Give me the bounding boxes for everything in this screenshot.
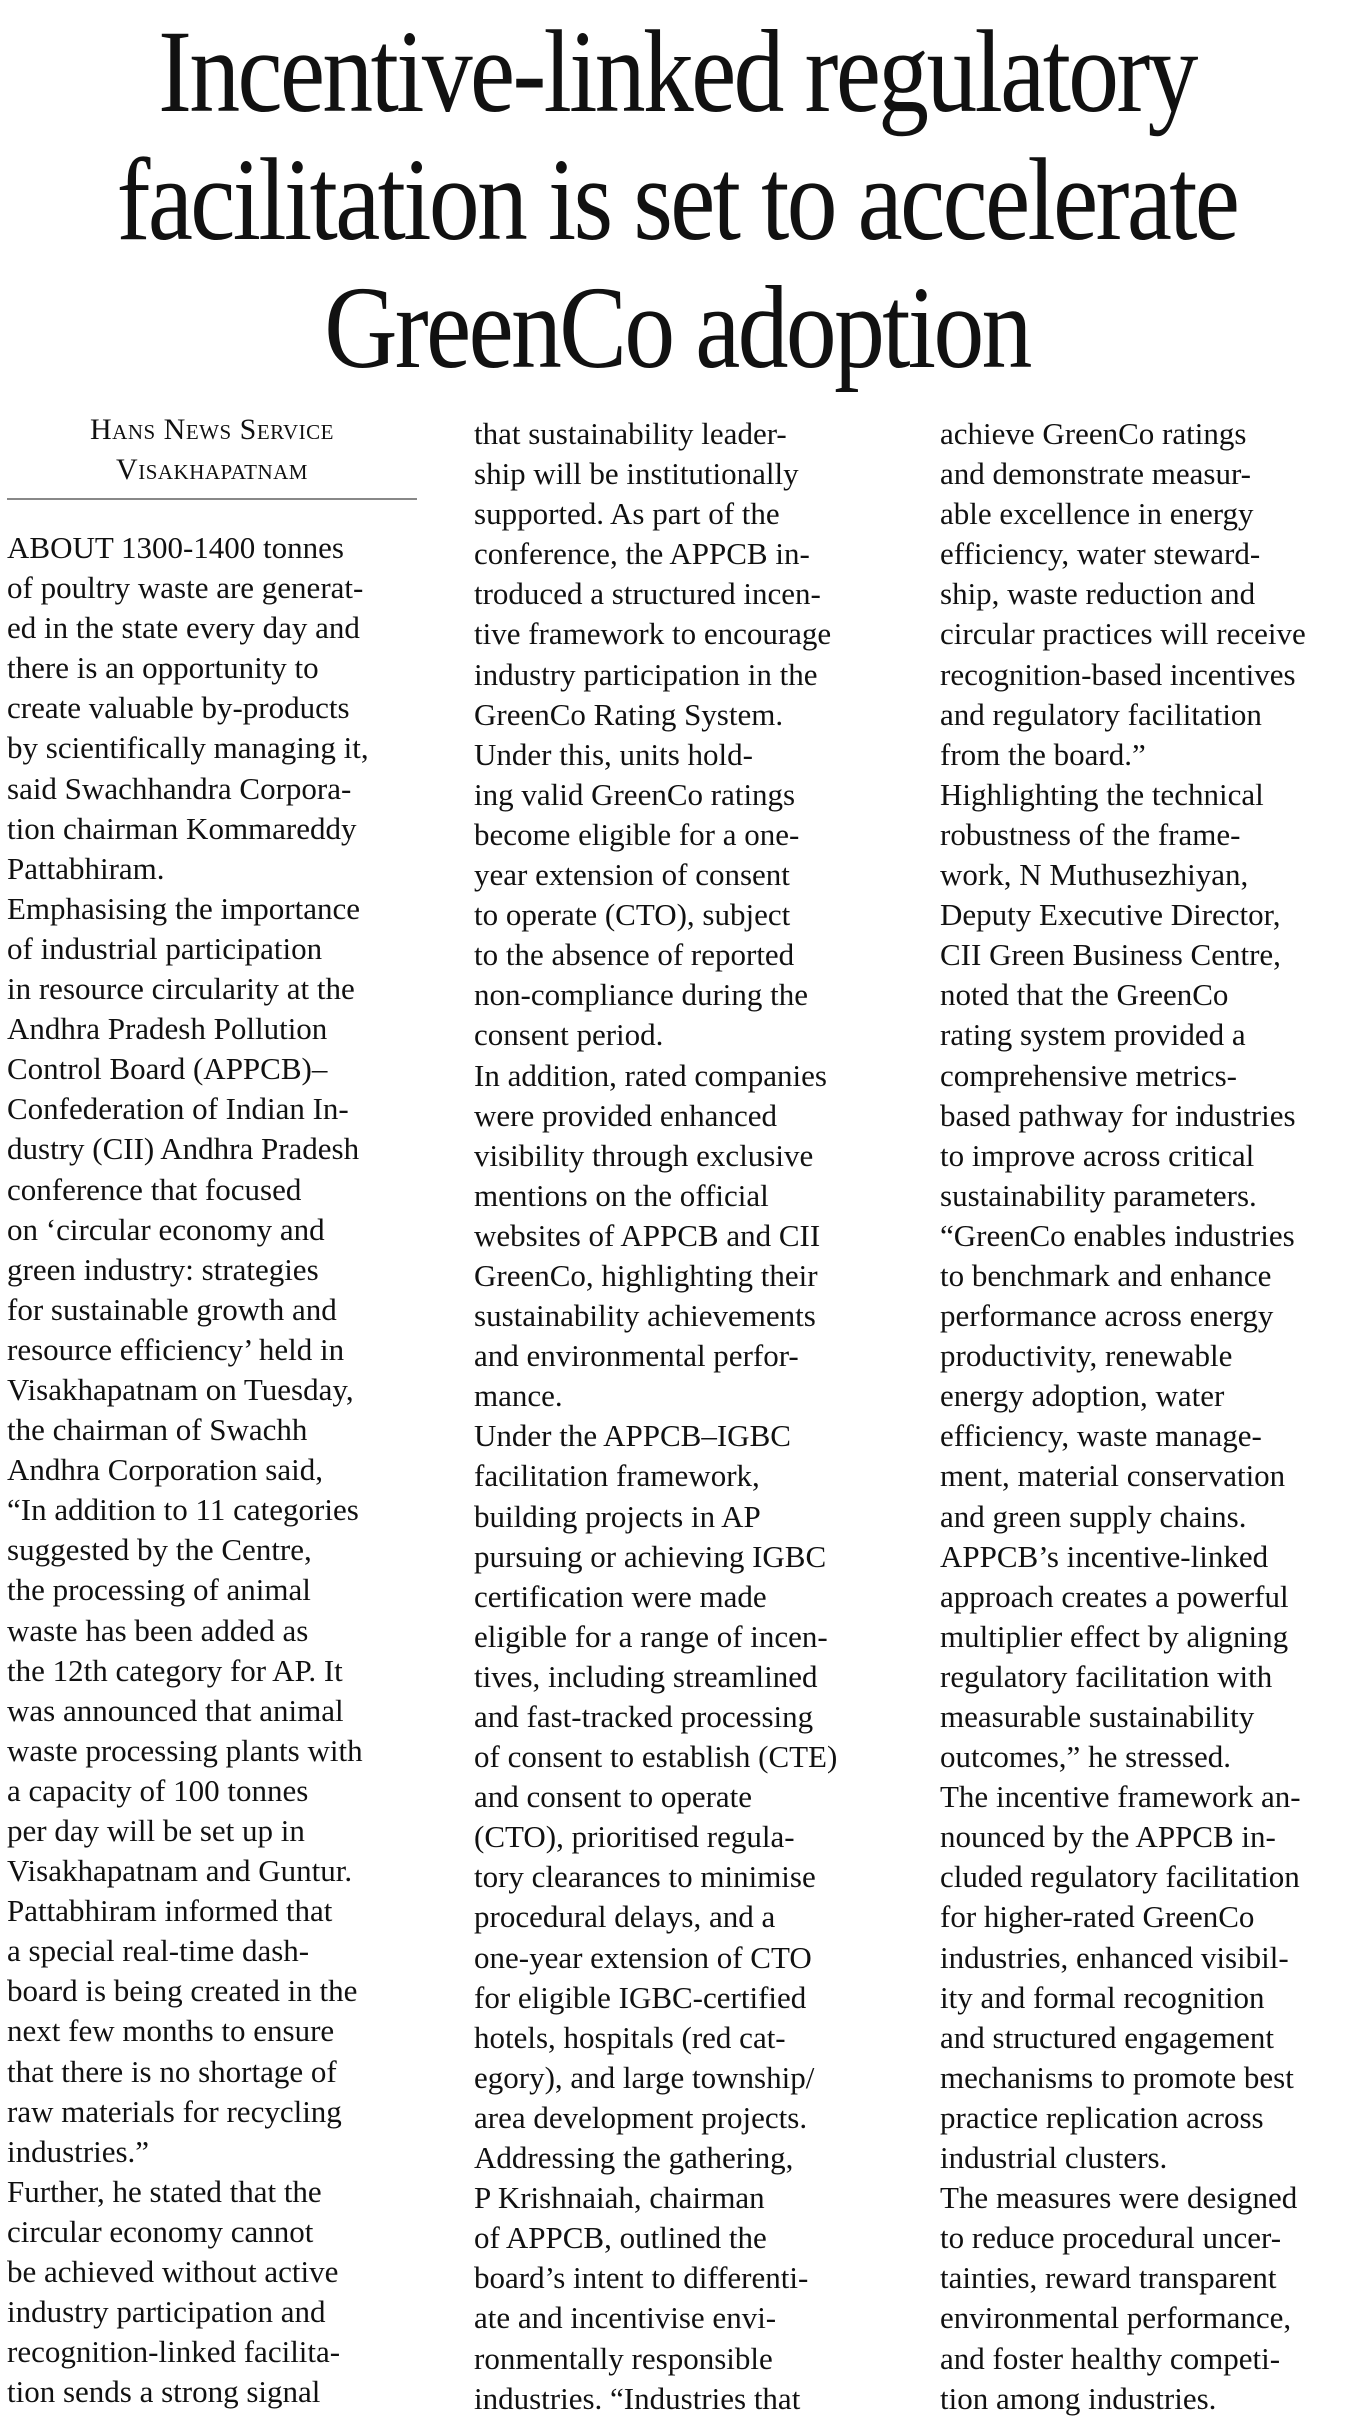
- text-line: the chairman of Swachh: [7, 1412, 308, 1448]
- byline-divider: [7, 498, 417, 500]
- text-line: by scientifically managing it,: [7, 730, 369, 766]
- text-line: Andhra Corporation said,: [7, 1452, 323, 1488]
- text-line: was announced that animal: [7, 1692, 344, 1728]
- text-line: and regulatory facilitation: [940, 696, 1262, 732]
- text-line: efficiency, waste manage-: [940, 1418, 1262, 1454]
- text-line: board’s intent to differenti-: [474, 2260, 809, 2296]
- text-line: ship, waste reduction and: [940, 576, 1256, 612]
- text-line: to reduce procedural uncer-: [940, 2220, 1282, 2256]
- text-line: ABOUT 1300-1400 tonnes: [7, 530, 344, 565]
- text-line: efficiency, water steward-: [940, 536, 1261, 572]
- text-line: outcomes,” he stressed.: [940, 1739, 1231, 1775]
- text-line: a capacity of 100 tonnes: [7, 1772, 309, 1808]
- text-line: for sustainable growth and: [7, 1291, 337, 1327]
- text-line: to benchmark and enhance: [940, 1257, 1272, 1293]
- text-line: recognition-based incentives: [940, 656, 1296, 692]
- text-line: Visakhapatnam on Tuesday,: [7, 1371, 354, 1407]
- text-line: productivity, renewable: [940, 1338, 1233, 1374]
- text-line: measurable sustainability: [940, 1699, 1255, 1734]
- text-line: Under this, units hold-: [474, 736, 753, 772]
- text-line: tainties, reward transparent: [940, 2260, 1277, 2296]
- text-line: The incentive framework an-: [940, 1779, 1301, 1815]
- text-line: waste has been added as: [7, 1612, 309, 1648]
- byline-agency: Hans News Service: [90, 413, 334, 446]
- text-line: ed in the state every day and: [7, 610, 360, 646]
- byline: [7, 410, 417, 490]
- text-line: conference, the APPCB in-: [474, 536, 810, 572]
- text-line: Confederation of Indian In-: [7, 1091, 349, 1127]
- text-line: next few months to ensure: [7, 2013, 335, 2049]
- text-line: industries, enhanced visibil-: [940, 1939, 1289, 1975]
- text-line: practice replication across: [940, 2099, 1264, 2135]
- text-line: there is an opportunity to: [7, 650, 319, 686]
- column-text: [474, 414, 884, 2419]
- byline-location: Visakhapatnam: [116, 453, 308, 486]
- text-line: of industrial participation: [7, 930, 323, 966]
- text-line: sustainability parameters.: [940, 1177, 1257, 1213]
- text-line: that there is no shortage of: [7, 2053, 337, 2089]
- text-line: Andhra Pradesh Pollution: [7, 1011, 328, 1047]
- text-line: for higher-rated GreenCo: [940, 1899, 1255, 1935]
- text-line: ment, material conservation: [940, 1458, 1286, 1494]
- text-line: Emphasising the importance: [7, 890, 360, 926]
- text-line: in resource circularity at the: [7, 971, 355, 1007]
- text-line: websites of APPCB and CII: [474, 1217, 821, 1253]
- text-line: said Swachhandra Corpora-: [7, 770, 352, 806]
- text-line: tive framework to encourage: [474, 616, 832, 652]
- text-line: mance.: [474, 1378, 563, 1414]
- text-line: industry participation and: [7, 2294, 326, 2330]
- text-line: circular practices will receive: [940, 616, 1306, 652]
- text-line: consent period.: [474, 1017, 664, 1053]
- text-line: for eligible IGBC-certified: [474, 1979, 807, 2015]
- article-column-3: [940, 414, 1354, 2419]
- text-line: supported. As part of the: [474, 496, 780, 532]
- text-line: cluded regulatory facilitation: [940, 1859, 1300, 1895]
- text-line: able excellence in energy: [940, 496, 1254, 532]
- text-line: and structured engagement: [940, 2019, 1274, 2055]
- text-line: board is being created in the: [7, 1973, 358, 2009]
- text-line: to operate (CTO), subject: [474, 897, 791, 933]
- text-line: Visakhapatnam and Guntur.: [7, 1853, 353, 1889]
- text-line: and green supply chains.: [940, 1498, 1247, 1534]
- text-line: conference that focused: [7, 1171, 302, 1207]
- text-line: Pattabhiram.: [7, 850, 165, 886]
- headline-line: Incentive-linked regulatory: [158, 6, 1196, 137]
- text-line: were provided enhanced: [474, 1097, 777, 1133]
- text-line: Pattabhiram informed that: [7, 1893, 333, 1929]
- text-line: and consent to operate: [474, 1779, 753, 1815]
- text-line: noted that the GreenCo: [940, 977, 1229, 1013]
- text-line: ronmentally responsible: [474, 2340, 773, 2376]
- text-line: procedural delays, and a: [474, 1899, 776, 1935]
- text-line: ship will be institutionally: [474, 456, 799, 492]
- text-line: waste processing plants with: [7, 1732, 363, 1768]
- text-line: comprehensive metrics-: [940, 1057, 1237, 1093]
- text-line: building projects in AP: [474, 1498, 761, 1534]
- text-line: circular economy cannot: [7, 2213, 314, 2249]
- text-line: to improve across critical: [940, 1137, 1255, 1173]
- text-line: dustry (CII) Andhra Pradesh: [7, 1131, 360, 1167]
- text-line: visibility through exclusive: [474, 1137, 814, 1173]
- text-line: ing valid GreenCo ratings: [474, 776, 796, 812]
- text-line: of APPCB, outlined the: [474, 2220, 767, 2256]
- text-line: be achieved without active: [7, 2254, 339, 2290]
- text-line: (CTO), prioritised regula-: [474, 1819, 795, 1855]
- text-line: regulatory facilitation with: [940, 1658, 1273, 1694]
- text-line: tion sends a strong signal: [7, 2374, 321, 2410]
- text-line: sustainability achievements: [474, 1298, 816, 1334]
- text-line: mechanisms to promote best: [940, 2059, 1294, 2095]
- text-line: and fast-tracked processing: [474, 1699, 814, 1734]
- text-line: pursuing or achieving IGBC: [474, 1538, 827, 1574]
- text-line: industries. “Industries that: [474, 2380, 801, 2416]
- text-line: robustness of the frame-: [940, 816, 1241, 852]
- text-line: certification were made: [474, 1578, 767, 1614]
- text-line: industries.”: [7, 2133, 150, 2169]
- text-line: area development projects.: [474, 2099, 808, 2135]
- text-line: that sustainability leader-: [474, 416, 787, 451]
- text-line: non-compliance during the: [474, 977, 809, 1013]
- text-line: egory), and large township/: [474, 2059, 815, 2095]
- article-body: [0, 410, 1354, 2416]
- text-line: resource efficiency’ held in: [7, 1331, 345, 1367]
- text-line: of consent to establish (CTE): [474, 1739, 838, 1775]
- text-line: In addition, rated companies: [474, 1057, 827, 1093]
- text-line: APPCB’s incentive-linked: [940, 1538, 1269, 1574]
- text-line: approach creates a powerful: [940, 1578, 1289, 1614]
- text-line: and environmental perfor-: [474, 1338, 799, 1374]
- text-line: industry participation in the: [474, 656, 818, 692]
- text-line: Control Board (APPCB)–: [7, 1051, 328, 1087]
- text-line: facilitation framework,: [474, 1458, 760, 1494]
- text-line: “GreenCo enables industries: [940, 1217, 1295, 1253]
- text-line: mentions on the official: [474, 1177, 769, 1213]
- text-line: tory clearances to minimise: [474, 1859, 816, 1895]
- text-line: a special real-time dash-: [7, 1933, 310, 1969]
- text-line: and foster healthy competi-: [940, 2340, 1281, 2376]
- text-line: based pathway for industries: [940, 1097, 1296, 1133]
- text-line: ity and formal recognition: [940, 1979, 1265, 2015]
- text-line: become eligible for a one-: [474, 816, 800, 852]
- text-line: “In addition to 11 categories: [7, 1492, 359, 1528]
- text-line: recognition-linked facilita-: [7, 2334, 341, 2370]
- column-text: [7, 528, 417, 2412]
- text-line: energy adoption, water: [940, 1378, 1225, 1414]
- text-line: and demonstrate measur-: [940, 456, 1251, 492]
- text-line: suggested by the Centre,: [7, 1532, 312, 1568]
- text-line: ate and incentivise envi-: [474, 2300, 777, 2336]
- text-line: CII Green Business Centre,: [940, 937, 1281, 973]
- text-line: nounced by the APPCB in-: [940, 1819, 1276, 1855]
- text-line: create valuable by-products: [7, 690, 350, 726]
- text-line: raw materials for recycling: [7, 2093, 342, 2129]
- text-line: the processing of animal: [7, 1572, 311, 1608]
- article-column-1: [7, 410, 417, 2412]
- text-line: performance across energy: [940, 1298, 1274, 1334]
- article-column-2: [474, 414, 884, 2419]
- text-line: green industry: strategies: [7, 1251, 319, 1287]
- text-line: tives, including streamlined: [474, 1658, 818, 1694]
- text-line: Deputy Executive Director,: [940, 897, 1281, 933]
- text-line: the 12th category for AP. It: [7, 1652, 343, 1688]
- text-line: from the board.”: [940, 736, 1146, 772]
- text-line: Further, he stated that the: [7, 2173, 322, 2209]
- text-line: eligible for a range of incen-: [474, 1618, 828, 1654]
- text-line: environmental performance,: [940, 2300, 1292, 2336]
- text-line: tion among industries.: [940, 2380, 1217, 2416]
- text-line: year extension of consent: [474, 857, 790, 893]
- headline-line: GreenCo adoption: [324, 262, 1030, 393]
- text-line: Highlighting the technical: [940, 776, 1264, 812]
- text-line: Addressing the gathering,: [474, 2140, 794, 2176]
- headline-line: facilitation is set to accelerate: [116, 134, 1238, 265]
- text-line: rating system provided a: [940, 1017, 1246, 1053]
- text-line: of poultry waste are generat-: [7, 570, 364, 606]
- text-line: multiplier effect by aligning: [940, 1618, 1289, 1654]
- text-line: GreenCo Rating System.: [474, 696, 784, 732]
- column-text: [940, 414, 1354, 2419]
- text-line: GreenCo, highlighting their: [474, 1257, 818, 1293]
- text-line: The measures were designed: [940, 2180, 1298, 2216]
- text-line: one-year extension of CTO: [474, 1939, 812, 1975]
- article-headline: [95, 8, 1259, 392]
- text-line: achieve GreenCo ratings: [940, 416, 1247, 451]
- text-line: troduced a structured incen-: [474, 576, 821, 612]
- text-line: P Krishnaiah, chairman: [474, 2180, 765, 2216]
- text-line: industrial clusters.: [940, 2140, 1168, 2176]
- text-line: work, N Muthusezhiyan,: [940, 857, 1249, 893]
- text-line: per day will be set up in: [7, 1813, 305, 1848]
- text-line: hotels, hospitals (red cat-: [474, 2019, 786, 2055]
- text-line: tion chairman Kommareddy: [7, 810, 357, 846]
- text-line: Under the APPCB–IGBC: [474, 1418, 791, 1454]
- text-line: on ‘circular economy and: [7, 1211, 325, 1247]
- text-line: to the absence of reported: [474, 937, 795, 973]
